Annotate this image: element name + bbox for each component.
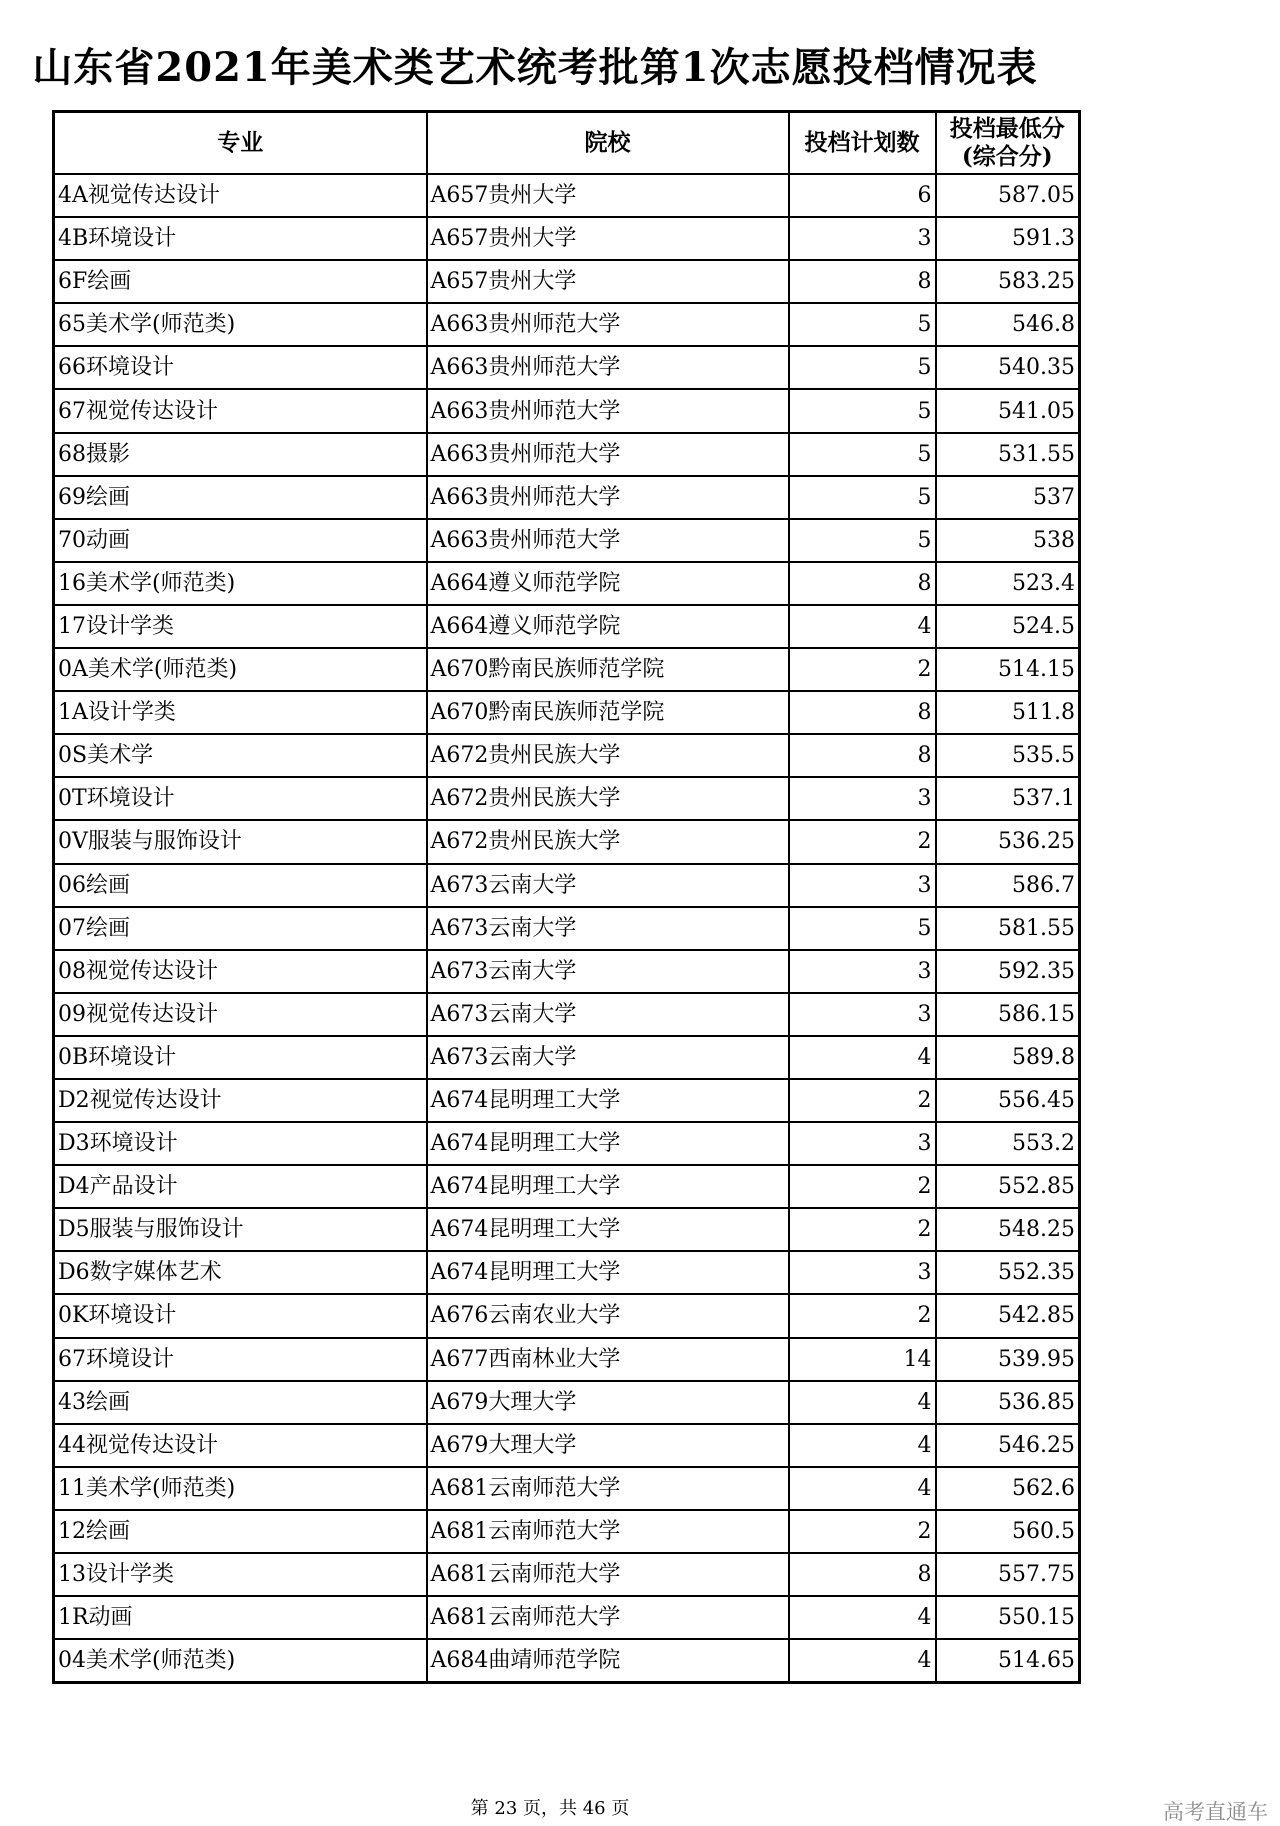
cell-score: 536.25 xyxy=(936,820,1080,863)
cell-school: A672贵州民族大学 xyxy=(427,820,789,863)
cell-school: A684曲靖师范学院 xyxy=(427,1639,789,1683)
cell-plan: 5 xyxy=(789,433,936,476)
cell-plan: 3 xyxy=(789,864,936,907)
cell-score: 541.05 xyxy=(936,389,1080,432)
table-row xyxy=(54,217,1080,260)
cell-score: 548.25 xyxy=(936,1208,1080,1251)
table-row xyxy=(54,389,1080,432)
cell-major: 6F绘画 xyxy=(54,260,427,303)
cell-major: 1R动画 xyxy=(54,1596,427,1639)
table-row xyxy=(54,1208,1080,1251)
table-row xyxy=(54,562,1080,605)
cell-score: 556.45 xyxy=(936,1079,1080,1122)
table-row xyxy=(54,777,1080,820)
cell-major: 67视觉传达设计 xyxy=(54,389,427,432)
cell-major: 0A美术学(师范类) xyxy=(54,648,427,691)
cell-score: 581.55 xyxy=(936,907,1080,950)
cell-school: A670黔南民族师范学院 xyxy=(427,648,789,691)
cell-major: 09视觉传达设计 xyxy=(54,993,427,1036)
cell-major: D2视觉传达设计 xyxy=(54,1079,427,1122)
table-row xyxy=(54,1639,1080,1683)
cell-school: A657贵州大学 xyxy=(427,174,789,217)
table-row xyxy=(54,433,1080,476)
cell-score: 589.8 xyxy=(936,1036,1080,1079)
cell-plan: 5 xyxy=(789,519,936,562)
cell-score: 587.05 xyxy=(936,174,1080,217)
cell-major: 17设计学类 xyxy=(54,605,427,648)
cell-major: 4B环境设计 xyxy=(54,217,427,260)
cell-score: 531.55 xyxy=(936,433,1080,476)
cell-plan: 3 xyxy=(789,777,936,820)
cell-major: 0T环境设计 xyxy=(54,777,427,820)
table-row xyxy=(54,1467,1080,1510)
cell-school: A657贵州大学 xyxy=(427,217,789,260)
table-row xyxy=(54,1553,1080,1596)
cell-score: 537.1 xyxy=(936,777,1080,820)
table-row xyxy=(54,648,1080,691)
cell-major: 0V服装与服饰设计 xyxy=(54,820,427,863)
cell-school: A664遵义师范学院 xyxy=(427,562,789,605)
cell-score: 560.5 xyxy=(936,1510,1080,1553)
cell-school: A663贵州师范大学 xyxy=(427,303,789,346)
cell-plan: 2 xyxy=(789,648,936,691)
cell-school: A679大理大学 xyxy=(427,1381,789,1424)
cell-score: 511.8 xyxy=(936,691,1080,734)
cell-score: 514.65 xyxy=(936,1639,1080,1683)
table-row xyxy=(54,260,1080,303)
cell-plan: 4 xyxy=(789,605,936,648)
cell-school: A663贵州师范大学 xyxy=(427,476,789,519)
cell-plan: 3 xyxy=(789,993,936,1036)
cell-plan: 5 xyxy=(789,907,936,950)
cell-plan: 8 xyxy=(789,691,936,734)
cell-score: 550.15 xyxy=(936,1596,1080,1639)
cell-plan: 4 xyxy=(789,1424,936,1467)
cell-plan: 2 xyxy=(789,1208,936,1251)
cell-school: A673云南大学 xyxy=(427,993,789,1036)
table-row xyxy=(54,1122,1080,1165)
table-row xyxy=(54,993,1080,1036)
cell-score: 552.85 xyxy=(936,1165,1080,1208)
cell-school: A674昆明理工大学 xyxy=(427,1208,789,1251)
cell-major: 1A设计学类 xyxy=(54,691,427,734)
cell-school: A673云南大学 xyxy=(427,1036,789,1079)
table-row xyxy=(54,174,1080,217)
cell-plan: 8 xyxy=(789,260,936,303)
cell-score: 546.8 xyxy=(936,303,1080,346)
cell-school: A679大理大学 xyxy=(427,1424,789,1467)
cell-plan: 4 xyxy=(789,1596,936,1639)
cell-plan: 3 xyxy=(789,217,936,260)
table-row xyxy=(54,950,1080,993)
cell-score: 552.35 xyxy=(936,1251,1080,1294)
cell-school: A663贵州师范大学 xyxy=(427,389,789,432)
cell-major: 67环境设计 xyxy=(54,1338,427,1381)
table-row xyxy=(54,1596,1080,1639)
cell-school: A663贵州师范大学 xyxy=(427,433,789,476)
table-row xyxy=(54,734,1080,777)
cell-school: A673云南大学 xyxy=(427,950,789,993)
cell-score: 592.35 xyxy=(936,950,1080,993)
cell-score: 586.7 xyxy=(936,864,1080,907)
table-row xyxy=(54,476,1080,519)
cell-major: 07绘画 xyxy=(54,907,427,950)
cell-score: 539.95 xyxy=(936,1338,1080,1381)
cell-major: 68摄影 xyxy=(54,433,427,476)
cell-score: 538 xyxy=(936,519,1080,562)
cell-major: 04美术学(师范类) xyxy=(54,1639,427,1683)
cell-plan: 4 xyxy=(789,1381,936,1424)
cell-major: D4产品设计 xyxy=(54,1165,427,1208)
table-body xyxy=(54,174,1080,1683)
table-row xyxy=(54,1338,1080,1381)
cell-school: A681云南师范大学 xyxy=(427,1467,789,1510)
header-major: 专业 xyxy=(54,112,427,175)
cell-plan: 14 xyxy=(789,1338,936,1381)
cell-school: A673云南大学 xyxy=(427,907,789,950)
cell-major: 4A视觉传达设计 xyxy=(54,174,427,217)
cell-score: 586.15 xyxy=(936,993,1080,1036)
cell-plan: 2 xyxy=(789,820,936,863)
table-row xyxy=(54,1079,1080,1122)
cell-school: A674昆明理工大学 xyxy=(427,1165,789,1208)
table-row xyxy=(54,1510,1080,1553)
header-min-score-line2: (综合分) xyxy=(961,143,1053,170)
cell-school: A676云南农业大学 xyxy=(427,1294,789,1337)
table-row xyxy=(54,864,1080,907)
table-row xyxy=(54,519,1080,562)
table-row xyxy=(54,1036,1080,1079)
table-row xyxy=(54,303,1080,346)
cell-major: 65美术学(师范类) xyxy=(54,303,427,346)
cell-plan: 8 xyxy=(789,562,936,605)
table-header-row xyxy=(54,112,1080,175)
cell-plan: 5 xyxy=(789,476,936,519)
cell-major: D5服装与服饰设计 xyxy=(54,1208,427,1251)
table-row xyxy=(54,820,1080,863)
cell-plan: 6 xyxy=(789,174,936,217)
cell-plan: 2 xyxy=(789,1510,936,1553)
table-row xyxy=(54,346,1080,389)
cell-score: 557.75 xyxy=(936,1553,1080,1596)
cell-plan: 8 xyxy=(789,734,936,777)
cell-school: A674昆明理工大学 xyxy=(427,1079,789,1122)
header-plan: 投档计划数 xyxy=(789,112,936,175)
table-row xyxy=(54,1381,1080,1424)
table-row xyxy=(54,1165,1080,1208)
cell-major: 06绘画 xyxy=(54,864,427,907)
cell-major: 08视觉传达设计 xyxy=(54,950,427,993)
cell-plan: 5 xyxy=(789,303,936,346)
cell-score: 562.6 xyxy=(936,1467,1080,1510)
cell-score: 524.5 xyxy=(936,605,1080,648)
cell-score: 583.25 xyxy=(936,260,1080,303)
cell-plan: 8 xyxy=(789,1553,936,1596)
cell-school: A657贵州大学 xyxy=(427,260,789,303)
table-row xyxy=(54,691,1080,734)
cell-school: A663贵州师范大学 xyxy=(427,519,789,562)
cell-school: A681云南师范大学 xyxy=(427,1596,789,1639)
cell-plan: 2 xyxy=(789,1079,936,1122)
cell-school: A673云南大学 xyxy=(427,864,789,907)
page-number: 第 23 页，共 46 页 xyxy=(470,1798,630,1819)
cell-major: 43绘画 xyxy=(54,1381,427,1424)
cell-major: 12绘画 xyxy=(54,1510,427,1553)
table-row xyxy=(54,907,1080,950)
cell-major: 66环境设计 xyxy=(54,346,427,389)
cell-school: A681云南师范大学 xyxy=(427,1510,789,1553)
cell-major: D3环境设计 xyxy=(54,1122,427,1165)
cell-major: 69绘画 xyxy=(54,476,427,519)
cell-plan: 3 xyxy=(789,1251,936,1294)
header-min-score xyxy=(936,112,1080,175)
table-row xyxy=(54,1251,1080,1294)
cell-school: A672贵州民族大学 xyxy=(427,734,789,777)
cell-school: A670黔南民族师范学院 xyxy=(427,691,789,734)
cell-major: D6数字媒体艺术 xyxy=(54,1251,427,1294)
cell-school: A674昆明理工大学 xyxy=(427,1122,789,1165)
cell-school: A677西南林业大学 xyxy=(427,1338,789,1381)
cell-school: A664遵义师范学院 xyxy=(427,605,789,648)
cell-plan: 3 xyxy=(789,950,936,993)
table-row xyxy=(54,605,1080,648)
cell-plan: 3 xyxy=(789,1122,936,1165)
cell-major: 11美术学(师范类) xyxy=(54,1467,427,1510)
cell-major: 0S美术学 xyxy=(54,734,427,777)
cell-score: 540.35 xyxy=(936,346,1080,389)
admission-table xyxy=(52,110,1081,1684)
cell-plan: 2 xyxy=(789,1165,936,1208)
cell-score: 542.85 xyxy=(936,1294,1080,1337)
cell-plan: 4 xyxy=(789,1639,936,1683)
cell-major: 70动画 xyxy=(54,519,427,562)
cell-major: 44视觉传达设计 xyxy=(54,1424,427,1467)
table-row xyxy=(54,1294,1080,1337)
cell-plan: 5 xyxy=(789,346,936,389)
watermark: 高考直通车 xyxy=(1163,1800,1268,1824)
cell-score: 535.5 xyxy=(936,734,1080,777)
cell-score: 546.25 xyxy=(936,1424,1080,1467)
table-row xyxy=(54,1424,1080,1467)
page-title: 山东省2021年美术类艺术统考批第1次志愿投档情况表 xyxy=(32,44,1038,91)
cell-score: 537 xyxy=(936,476,1080,519)
cell-major: 0K环境设计 xyxy=(54,1294,427,1337)
cell-plan: 4 xyxy=(789,1036,936,1079)
cell-major: 13设计学类 xyxy=(54,1553,427,1596)
cell-plan: 2 xyxy=(789,1294,936,1337)
header-min-score-line1: 投档最低分 xyxy=(949,115,1065,142)
cell-score: 553.2 xyxy=(936,1122,1080,1165)
cell-score: 591.3 xyxy=(936,217,1080,260)
header-school: 院校 xyxy=(427,112,789,175)
cell-school: A681云南师范大学 xyxy=(427,1553,789,1596)
cell-school: A672贵州民族大学 xyxy=(427,777,789,820)
cell-plan: 4 xyxy=(789,1467,936,1510)
cell-school: A674昆明理工大学 xyxy=(427,1251,789,1294)
cell-school: A663贵州师范大学 xyxy=(427,346,789,389)
cell-score: 514.15 xyxy=(936,648,1080,691)
cell-score: 523.4 xyxy=(936,562,1080,605)
cell-major: 0B环境设计 xyxy=(54,1036,427,1079)
cell-score: 536.85 xyxy=(936,1381,1080,1424)
cell-major: 16美术学(师范类) xyxy=(54,562,427,605)
cell-plan: 5 xyxy=(789,389,936,432)
